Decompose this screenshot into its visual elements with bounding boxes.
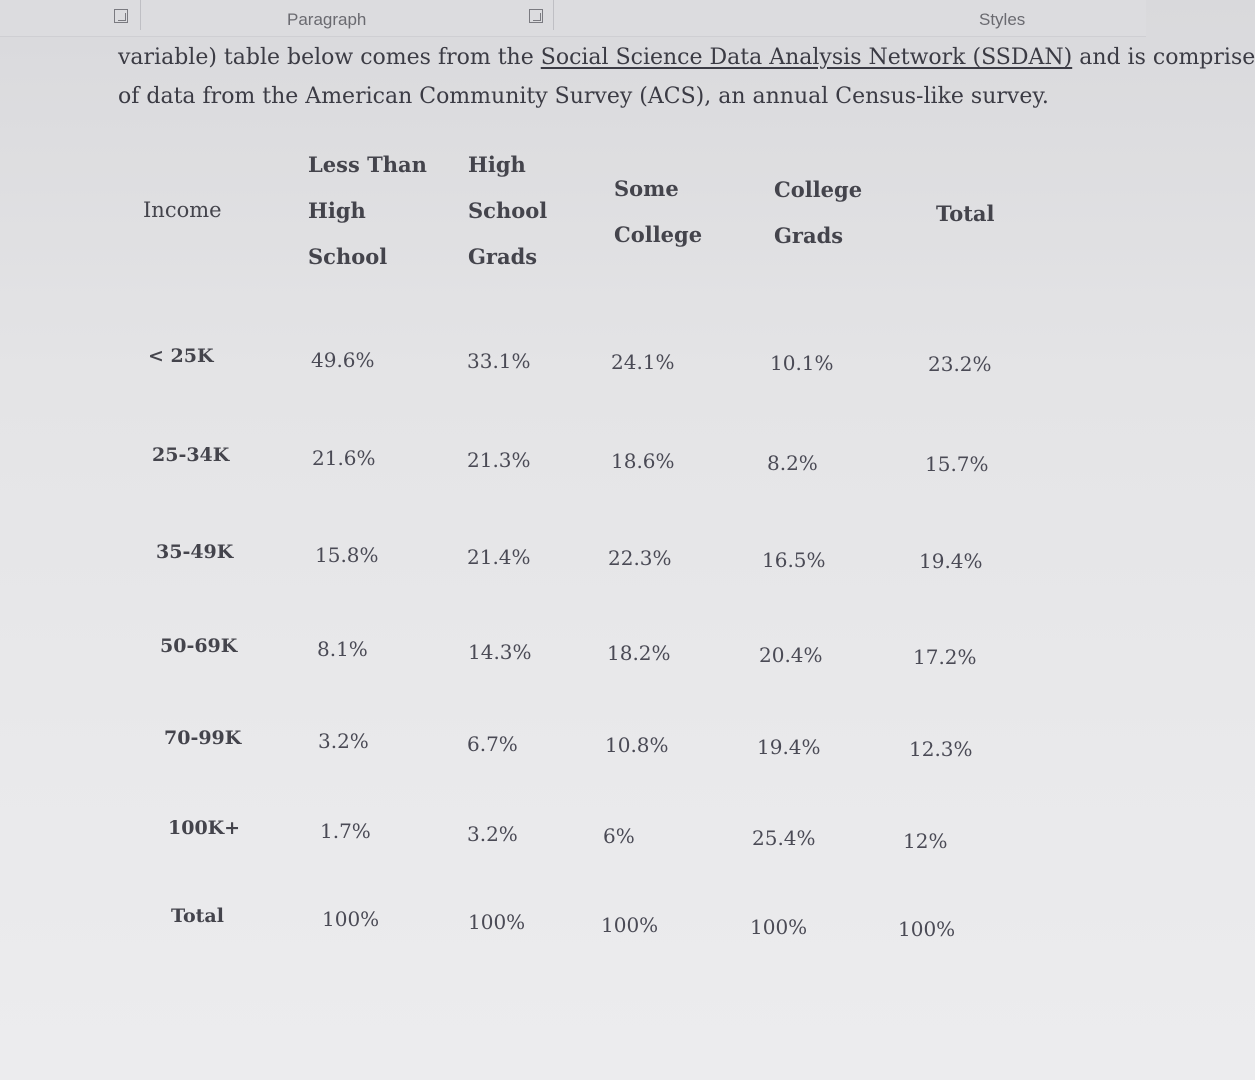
header-line: College bbox=[774, 177, 863, 202]
header-some-college bbox=[614, 166, 702, 258]
table-cell: 3.2% bbox=[467, 822, 518, 846]
table-cell: 6% bbox=[603, 824, 635, 848]
table-cell: 25.4% bbox=[752, 826, 816, 850]
table-cell: 49.6% bbox=[311, 348, 375, 372]
table-cell: 17.2% bbox=[913, 645, 977, 669]
table-cell: 100% bbox=[898, 917, 956, 941]
header-line: Grads bbox=[774, 223, 844, 248]
table-cell: 10.1% bbox=[770, 351, 834, 375]
table-cell: 23.2% bbox=[928, 352, 992, 376]
header-income bbox=[143, 187, 222, 233]
table-cell: 21.3% bbox=[467, 448, 531, 472]
table-cell: 100% bbox=[750, 915, 808, 939]
table-cell: 3.2% bbox=[318, 729, 369, 753]
header-line: College bbox=[614, 222, 703, 247]
paragraph-group-label: Paragraph bbox=[287, 10, 367, 29]
header-less-than-high-school bbox=[308, 142, 427, 280]
ssdan-link[interactable]: Social Science Data Analysis Network (SSDAN) bbox=[540, 45, 1073, 70]
header-college-grads bbox=[774, 167, 862, 259]
intro-text: and is comprise bbox=[1072, 45, 1255, 70]
header-line: Total bbox=[936, 201, 995, 226]
table-cell: 8.2% bbox=[767, 451, 818, 475]
table-cell: 18.2% bbox=[607, 641, 671, 665]
table-cell: 10.8% bbox=[605, 733, 669, 757]
row-label: < 25K bbox=[148, 345, 214, 367]
table-cell: 15.8% bbox=[315, 543, 379, 567]
table-cell: 20.4% bbox=[759, 643, 823, 667]
row-label: 70-99K bbox=[164, 727, 242, 749]
table-cell: 8.1% bbox=[317, 637, 368, 661]
styles-group-label: Styles bbox=[979, 10, 1026, 29]
table-cell: 21.4% bbox=[467, 545, 531, 569]
intro-line-2: of data from the American Community Survey (ACS), an annual Census-like survey. bbox=[118, 84, 1049, 109]
table-cell: 15.7% bbox=[925, 452, 989, 476]
table-cell: 22.3% bbox=[608, 546, 672, 570]
table-cell: 12% bbox=[903, 829, 948, 853]
table-cell: 6.7% bbox=[467, 732, 518, 756]
row-label: 35-49K bbox=[156, 541, 234, 563]
header-line: Income bbox=[143, 198, 222, 222]
header-line: High bbox=[308, 198, 366, 223]
row-label: 50-69K bbox=[160, 635, 238, 657]
table-cell: 12.3% bbox=[909, 737, 973, 761]
intro-text: variable) table below comes from the bbox=[118, 45, 541, 70]
table-cell: 18.6% bbox=[611, 449, 675, 473]
header-line: High bbox=[468, 152, 526, 177]
table-cell: 33.1% bbox=[467, 349, 531, 373]
table-cell: 16.5% bbox=[762, 548, 826, 572]
row-label: 25-34K bbox=[152, 444, 230, 466]
header-total bbox=[936, 191, 995, 237]
table-cell: 100% bbox=[601, 913, 659, 937]
row-label: Total bbox=[171, 905, 224, 927]
header-line: Less Than bbox=[308, 152, 427, 177]
header-line: School bbox=[468, 198, 548, 223]
table-cell: 19.4% bbox=[757, 735, 821, 759]
table-cell: 1.7% bbox=[320, 819, 371, 843]
header-high-school-grads bbox=[468, 142, 547, 280]
table-cell: 21.6% bbox=[312, 446, 376, 470]
table-cell: 14.3% bbox=[468, 640, 532, 664]
table-cell: 100% bbox=[468, 910, 526, 934]
header-line: School bbox=[308, 244, 388, 269]
header-line: Grads bbox=[468, 244, 538, 269]
header-line: Some bbox=[614, 176, 679, 201]
table-cell: 24.1% bbox=[611, 350, 675, 374]
table-cell: 19.4% bbox=[919, 549, 983, 573]
table-cell: 100% bbox=[322, 907, 380, 931]
row-label: 100K+ bbox=[168, 817, 241, 839]
